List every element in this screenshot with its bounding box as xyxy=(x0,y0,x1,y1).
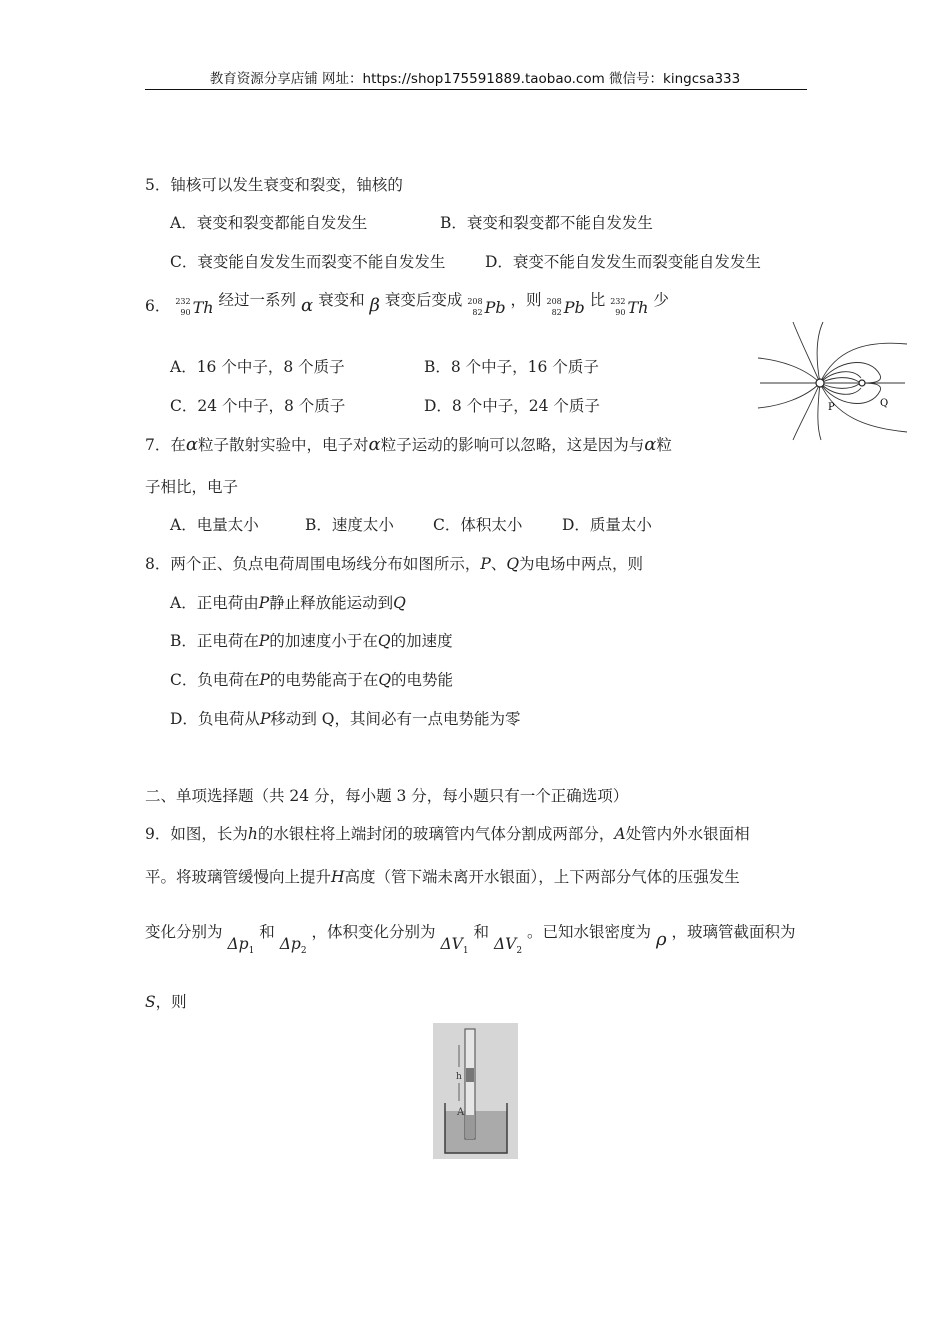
q8-option-b: B．正电荷在P的加速度小于在Q的加速度 xyxy=(170,632,453,650)
point-q-label: Q xyxy=(880,398,889,409)
q6-stem xyxy=(145,288,669,318)
delta-p1: $\Delta p_1$ xyxy=(227,935,255,956)
q5-option-d: D．衰变不能自发发生而裂变能自发发生 xyxy=(485,253,761,271)
q6-option-d: D．8 个中子，24 个质子 xyxy=(424,397,600,415)
header-rule xyxy=(145,89,807,90)
nuclide-pb: 208 82 Pb xyxy=(467,297,506,317)
electric-field-diagram xyxy=(755,320,910,442)
q5-option-b: B．衰变和裂变都不能自发发生 xyxy=(440,214,653,232)
alpha-symbol: α xyxy=(644,434,657,455)
nuclide-pb: 208 82 Pb xyxy=(546,297,585,317)
delta-p2: $\Delta p_2$ xyxy=(279,935,307,956)
nuclide-th: 232 90 Th xyxy=(610,297,649,317)
positive-charge xyxy=(816,379,824,387)
q8-option-a: A．正电荷由P静止释放能运动到Q xyxy=(170,594,406,612)
q9-stem-line4: S，则 xyxy=(145,993,187,1011)
section-heading: 二、单项选择题（共 24 分，每小题 3 分，每小题只有一个正确选项） xyxy=(145,787,629,805)
q7-option-c: C．体积太小 xyxy=(433,516,523,534)
q9-stem-line2: 平。将玻璃管缓慢向上提升H高度（管下端未离开水银面），上下两部分气体的压强发生 xyxy=(145,868,740,886)
alpha-symbol: α xyxy=(368,434,381,455)
q6-number: 6． xyxy=(145,297,171,315)
negative-charge xyxy=(859,380,865,386)
q6-text: 衰变后变成 xyxy=(384,291,463,309)
q6-text: 经过一系列 xyxy=(218,291,297,309)
rho-symbol: ρ xyxy=(655,929,667,950)
q6-text: 比 xyxy=(589,291,606,309)
mercury-tube-diagram xyxy=(433,1023,518,1159)
mercury-trough xyxy=(445,1109,507,1153)
delta-v2: $\Delta V_2$ xyxy=(493,935,523,956)
q7-stem: 7．在α粒子散射实验中，电子对α粒子运动的影响可以忽略，这是因为与α粒 xyxy=(145,434,672,455)
q7-option-d: D．质量太小 xyxy=(562,516,652,534)
h-label: h xyxy=(456,1072,462,1082)
q8-option-d: D．负电荷从P移动到 Q，其间必有一点电势能为零 xyxy=(170,710,521,728)
q8-option-c: C．负电荷在P的电势能高于在Q的电势能 xyxy=(170,671,454,689)
nuclide-th: 232 90 Th xyxy=(175,297,214,317)
alpha-symbol: α xyxy=(300,295,314,316)
q7-option-b: B．速度太小 xyxy=(305,516,394,534)
q6-text: 少 xyxy=(653,291,669,309)
q5-stem: 5．铀核可以发生衰变和裂变，铀核的 xyxy=(145,176,403,194)
q9-stem-line1: 9．如图，长为h的水银柱将上端封闭的玻璃管内气体分割成两部分，A处管内外水银面相 xyxy=(145,825,750,843)
q9-stem-line3: 变化分别为 $\Delta p_1$ 和 $\Delta p_2$ ，体积变化分别为 $\Delta V_1$ 和 $\Delta V_2$ 。已知水银密度为 ρ ，玻璃管截面积为 xyxy=(145,923,796,956)
q7-option-a: A．电量太小 xyxy=(170,516,259,534)
beta-symbol: β xyxy=(369,295,380,316)
q7-stem-line2: 子相比，电子 xyxy=(145,478,239,496)
page-header: 教育资源分享店铺 网址：https://shop175591889.taobao.com 微信号：kingcsa333 xyxy=(209,71,741,87)
q6-option-a: A．16 个中子，8 个质子 xyxy=(170,358,345,376)
q5-option-c: C．衰变能自发发生而裂变不能自发发生 xyxy=(170,253,446,271)
q6-option-b: B．8 个中子，16 个质子 xyxy=(424,358,599,376)
q6-option-c: C．24 个中子，8 个质子 xyxy=(170,397,346,415)
a-label: A xyxy=(457,1107,465,1118)
mercury-column xyxy=(466,1068,474,1082)
alpha-symbol: α xyxy=(185,434,199,455)
trough-air xyxy=(445,1103,507,1111)
delta-v1: $\Delta V_1$ xyxy=(440,935,469,956)
q6-text: ，则 xyxy=(510,291,542,309)
tube-mercury xyxy=(466,1115,474,1139)
q5-option-a: A．衰变和裂变都能自发发生 xyxy=(170,214,368,232)
point-p-label: P xyxy=(828,402,835,413)
q6-text: 衰变和 xyxy=(318,291,365,309)
q8-stem: 8．两个正、负点电荷周围电场线分布如图所示，P、Q为电场中两点，则 xyxy=(145,555,644,573)
